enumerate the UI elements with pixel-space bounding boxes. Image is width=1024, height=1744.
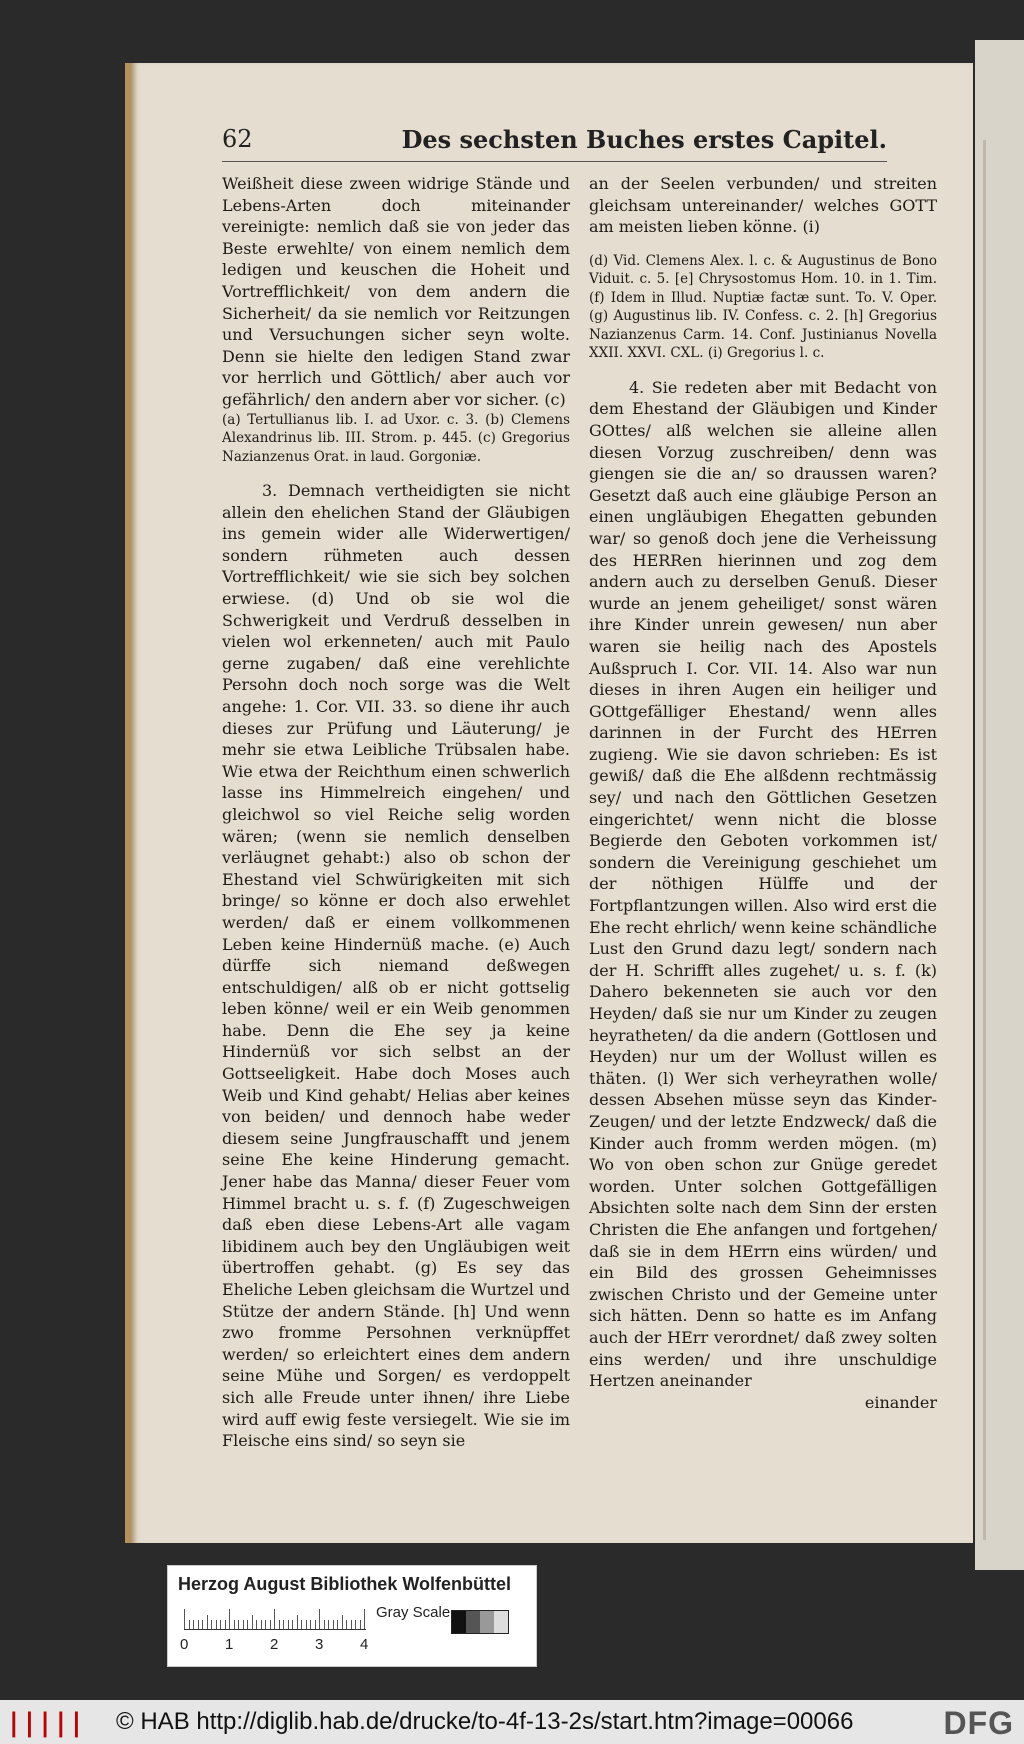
ruler-tick (319, 1609, 320, 1629)
paragraph: 3. Demnach vertheidigten sie nicht allein den ehelichen Stand der Gläubigen ins gemein wider alle Widerwertigen/ sondern rühmeten auch dessen Vortrefflichkeit/ wie sie sich bey solchen erwiese. (d) Und ob sie wol die Schwerigkeit und Verdruß desselben in vielen wol erkenneten/ auch mit Paulo gerne zugaben/ daß eine verehlichte Persohn doch noch sorge was die Welt angehe: 1. Cor. VII. 33. so diene ihr auch dieses zur Prüfung und Läuterung/ je mehr sie etwa Leibliche Trübsalen habe. Wie etwa der Reichthum einen schwerlich lasse ins Himmelreich eingehen/ und gleichwol so viel Reiche selig worden wären; (wenn sie nemlich denselben verläugnet gehabt:) also ob schon der Ehestand viel Schwürigkeiten mit sich bringe/ so könne er doch also erwehlet werden/ daß er einem vollkommenen Leben keine Hindernüß mache. (e) Auch dürffe sich niemand deßwegen entschuldigen/ alß ob er nicht gottselig leben könne/ weil er ein Weib genommen habe. Denn die Ehe sey ja keine Hindernüß vor sich selbst an der Gottseeligkeit. Habe doch Moses auch Weib und Kind gehabt/ Helias aber keines von beiden/ und dennoch habe weder diesem seine Jungfrauschafft und jenem seine Ehe keine Hinderung gemacht. Jener habe das Manna/ dieser Feuer vom Himmel bracht u. s. f. (f) Zugeschweigen daß eben diese Lebens-Art alle vagam libidinem auch bey den Ungläubigen weit übertroffen gehabt. (g) Es sey das Eheliche Leben gleichsam die Wurtzel und Stütze der andern Stände. [h] Und wenn zwo fromme Persohnen verknüpffet werden/ so erleichtert eines dem andern seine Mühe und Sorgen/ es verdoppelt sich alle Freude unter ihnen/ ihre Liebe wird auff ewig feste versiegelt. Wie sie im Fleische eins sind/ so seyn sie (222, 481, 570, 1451)
ruler-tick (364, 1609, 365, 1629)
gray-swatch (494, 1611, 508, 1633)
gray-swatch (466, 1611, 480, 1633)
gray-scale-card (167, 1565, 537, 1667)
right-text-column (589, 173, 937, 1413)
ruler-tick (198, 1620, 199, 1629)
copyright-url[interactable]: © HAB http://diglib.hab.de/drucke/to-4f-13-2s/start.htm?image=00066 (116, 1708, 854, 1735)
paragraph: 4. Sie redeten aber mit Bedacht von dem Ehestand der Gläubigen und Kinder GOttes/ alß welchen sie alleine allen diesen Vorzug zuschreiben/ denn was giengen sie die an/ so draussen waren? Gesetzt daß auch eine gläubige Person an einen ungläubigen Ehegatten gebunden war/ so genoß doch jene die Verheissung des HERRen hierinnen und zog dem andern auch zu derselben Genuß. Dieser wurde an jenem geheiliget/ sonst wären ihre Kinder unrein gewesen/ nun aber waren sie heilig nach des Apostels Außspruch I. Cor. VII. 14. Also war nun dieses in ihren Augen ein heiliger und GOttgefälliger Ehestand/ wenn alles darinnen in der Furcht des HErren zugieng. Wie sie davon schrieben: Es ist gewiß/ daß die Ehe alßdenn rechtmässig sey/ und nach den Göttlichen Gesetzen eingerichtet/ wenn nicht die blosse Begierde den Geboten vorkommen ist/ sondern die Vereinigung geschiehet um der nöthigen Hülffe und der Fortpflantzungen willen. Also wird erst die Ehe recht ehrlich/ wenn keine schändliche Lust den Grund dazu legt/ sondern nach der H. Schrifft alles zugehet/ u. s. f. (k) Dahero bekenneten sie auch vor den Heyden/ daß sie nur um Kinder zu zeugen heyratheten/ da die andern (Gottlosen und Heyden) nur um der Wollust willen es thäten. (l) Wer sich verheyrathen wolle/ dessen Absehen müsse seyn das Kinder-Zeugen/ und der letzte Endzweck/ daß die Kinder auch fromm werden mögen. (m) Wo von oben schon zur Gnüge geredet worden. Unter solchen Gottgefälligen Absichten solte nach dem Sinn der ersten Christen die Ehe anfangen und fortgehen/ daß sie in dem HErrn eins würden/ und ein Bild des grossen Geheimnisses zwischen Christo und der Gemeine unter sich hätten. Denn so hatte es im Anfang auch der HErr verordnet/ daß zwey solten eins werden/ und ihre unschuldige Hertzen aneinander (589, 377, 937, 1391)
ruler-tick (207, 1615, 208, 1629)
footnote: (a) Tertullianus lib. I. ad Uxor. c. 3. (b) Clemens Alexandrinus lib. III. Strom. p. 445. (c) Gregorius Nazianzenus Orat. in laud. Gorgoniæ. (222, 411, 570, 465)
page-header (222, 125, 887, 155)
gray-scale-label: Gray Scale (376, 1604, 451, 1621)
footnote: (d) Vid. Clemens Alex. l. c. & Augustinus de Bono Viduit. c. 5. [e] Chrysostomus Hom. 10. in 1. Tim. (f) Idem in Illud. Nuptiæ factæ sunt. To. V. Oper. (g) Augustinus lib. IV. Confess. c. 2. [h] Gregorius Nazianzenus Carm. 14. Conf. Justinianus Novella XXII. XXVI. CXL. (i) Gregorius l. c. (589, 252, 937, 362)
ruler-number: 0 (180, 1636, 189, 1653)
ruler-tick (252, 1615, 253, 1629)
ruler-tick (247, 1620, 248, 1629)
library-name: Herzog August Bibliothek Wolfenbüttel (178, 1574, 511, 1594)
ruler-tick (211, 1620, 212, 1629)
ruler-tick (288, 1620, 289, 1629)
gray-scale-swatches (451, 1610, 509, 1634)
ruler-tick (279, 1620, 280, 1629)
ruler-tick (225, 1620, 226, 1629)
paragraph: an der Seelen verbunden/ und streiten gleichsam untereinander/ welches GOTT am meisten lieben könne. (i) (589, 174, 937, 237)
ruler-tick (328, 1620, 329, 1629)
ruler-number: 1 (225, 1636, 234, 1653)
ruler-tick (355, 1620, 356, 1629)
paragraph-gap (589, 363, 937, 377)
header-rule (222, 161, 887, 162)
ruler-tick (333, 1620, 334, 1629)
ruler-number: 3 (315, 1636, 324, 1653)
ruler-tick (234, 1620, 235, 1629)
dfg-logo: DFG (943, 1705, 1014, 1741)
ruler-tick (297, 1615, 298, 1629)
gray-swatch (452, 1611, 466, 1633)
ruler-tick (189, 1620, 190, 1629)
ruler-tick (202, 1620, 203, 1629)
ruler-tick (274, 1609, 275, 1629)
ruler-tick (360, 1620, 361, 1629)
ruler-tick (306, 1620, 307, 1629)
ruler-tick (256, 1620, 257, 1629)
ruler (184, 1607, 366, 1630)
ruler-tick (243, 1620, 244, 1629)
catchword: einander (864, 1392, 937, 1412)
ruler-tick (261, 1620, 262, 1629)
ruler-tick (346, 1620, 347, 1629)
ruler-tick (238, 1620, 239, 1629)
ruler-tick (283, 1620, 284, 1629)
ruler-tick (337, 1620, 338, 1629)
ruler-tick (292, 1620, 293, 1629)
paragraph-gap (222, 466, 570, 480)
ruler-tick (184, 1609, 185, 1629)
page-number: 62 (222, 125, 253, 153)
paragraph-gap (589, 238, 937, 252)
ruler-tick (270, 1620, 271, 1629)
adjacent-page-shadow (983, 140, 986, 1540)
ruler-tick (324, 1620, 325, 1629)
viewer-footer (0, 1700, 1024, 1744)
ruler-tick (265, 1620, 266, 1629)
hab-logo-icon: ||||| (6, 1708, 85, 1738)
ruler-tick (310, 1620, 311, 1629)
ruler-number: 2 (270, 1636, 279, 1653)
ruler-tick (193, 1620, 194, 1629)
running-title: Des sechsten Buches erstes Capitel. (401, 125, 887, 154)
gray-swatch (480, 1611, 494, 1633)
book-page (130, 63, 973, 1543)
ruler-number: 4 (360, 1636, 369, 1653)
paragraph: Weißheit diese zween widrige Stände und Lebens-Arten doch miteinander vereinigte: nemlich daß sie von jeder das Beste erwehlte/ von einem nemlich dem ledigen und keuschen die Hoheit und Vortrefflichkeit/ von dem andern die Sicherheit/ da sie nemlich vor Reitzungen und Versuchungen sicher seyn wolte. Denn sie hielte den ledigen Stand zwar vor herrlich und Göttlich/ aber auch vor gefährlich/ den andern aber vor sicher. (c) (222, 174, 570, 409)
left-text-column (222, 173, 570, 1452)
ruler-tick (315, 1620, 316, 1629)
ruler-tick (342, 1615, 343, 1629)
ruler-tick (220, 1620, 221, 1629)
ruler-tick (229, 1609, 230, 1629)
ruler-tick (351, 1620, 352, 1629)
ruler-tick (301, 1620, 302, 1629)
ruler-tick (216, 1620, 217, 1629)
